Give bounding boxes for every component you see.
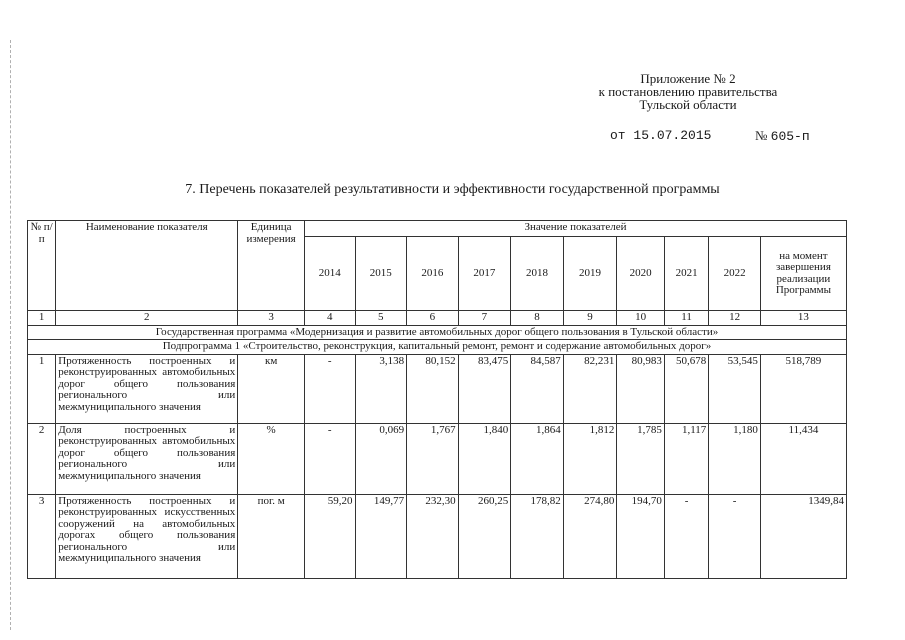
subprogram-row bbox=[28, 340, 847, 355]
header-year: 2021 bbox=[664, 237, 708, 311]
index-cell: 1 bbox=[28, 311, 56, 326]
header-unit: Единица измерения bbox=[238, 221, 305, 311]
indicators-table bbox=[27, 220, 847, 579]
row-value: - bbox=[709, 494, 761, 578]
row-value: 1,812 bbox=[563, 423, 617, 494]
row-value: 59,20 bbox=[304, 494, 355, 578]
program-title: Государственная программа «Модернизация и развитие автомобильных дорог общего пользования в Тульской области» bbox=[28, 325, 847, 340]
row-value: 194,70 bbox=[617, 494, 665, 578]
table-row bbox=[28, 494, 847, 578]
order-prefix: от bbox=[610, 128, 626, 143]
row-name: Протяженность построенных и реконструированных автомобильных дорог общего пользования регионального или межмуниципального значения bbox=[56, 354, 238, 423]
program-row bbox=[28, 325, 847, 340]
index-cell: 2 bbox=[56, 311, 238, 326]
order-number-prefix: № bbox=[755, 128, 768, 143]
header-year: 2018 bbox=[511, 237, 564, 311]
row-value: 1,864 bbox=[511, 423, 564, 494]
row-name: Доля построенных и реконструированных автомобильных дорог общего пользования регионального или межмуниципального значения bbox=[56, 423, 238, 494]
row-value: 1,785 bbox=[617, 423, 665, 494]
index-cell: 9 bbox=[563, 311, 617, 326]
row-value: 50,678 bbox=[664, 354, 708, 423]
header-year: 2019 bbox=[563, 237, 617, 311]
row-value: 80,983 bbox=[617, 354, 665, 423]
index-cell: 11 bbox=[664, 311, 708, 326]
header-year: 2017 bbox=[458, 237, 511, 311]
table-row bbox=[28, 354, 847, 423]
row-value: 84,587 bbox=[511, 354, 564, 423]
index-row bbox=[28, 311, 847, 326]
row-final: 518,789 bbox=[760, 354, 846, 423]
row-value: 1,767 bbox=[407, 423, 459, 494]
row-value: 3,138 bbox=[355, 354, 407, 423]
header-year: 2022 bbox=[709, 237, 761, 311]
appendix-title: Приложение № 2 bbox=[640, 71, 736, 86]
subprogram-title: Подпрограмма 1 «Строительство, реконструкция, капитальный ремонт, ремонт и содержание автомобильных дорог» bbox=[28, 340, 847, 355]
row-value: 149,77 bbox=[355, 494, 407, 578]
row-value: 1,180 bbox=[709, 423, 761, 494]
appendix-block bbox=[568, 72, 808, 111]
order-number-line bbox=[755, 128, 810, 144]
document-title: 7. Перечень показателей результативности и эффективности государственной программы bbox=[185, 182, 720, 197]
table-row bbox=[28, 423, 847, 494]
index-cell: 3 bbox=[238, 311, 305, 326]
order-date-line bbox=[610, 128, 711, 143]
header-final: на момент завершения реализации Программы bbox=[760, 237, 846, 311]
header-num: № п/п bbox=[28, 221, 56, 311]
row-value: 80,152 bbox=[407, 354, 459, 423]
row-value: 1,117 bbox=[664, 423, 708, 494]
header-name: Наименование показателя bbox=[56, 221, 238, 311]
row-value: 232,30 bbox=[407, 494, 459, 578]
row-value: 274,80 bbox=[563, 494, 617, 578]
row-value: 82,231 bbox=[563, 354, 617, 423]
header-row-1 bbox=[28, 221, 847, 237]
row-name: Протяженность построенных и реконструированных искусственных сооружений на автомобильных дорогах общего пользования регионального или межмуниципального значения bbox=[56, 494, 238, 578]
row-num: 1 bbox=[28, 354, 56, 423]
index-cell: 5 bbox=[355, 311, 407, 326]
row-final: 11,434 bbox=[760, 423, 846, 494]
index-cell: 7 bbox=[458, 311, 511, 326]
header-year: 2014 bbox=[304, 237, 355, 311]
row-num: 2 bbox=[28, 423, 56, 494]
row-unit: % bbox=[238, 423, 305, 494]
row-value: - bbox=[304, 423, 355, 494]
row-unit: пог. м bbox=[238, 494, 305, 578]
row-value: 260,25 bbox=[458, 494, 511, 578]
header-year: 2016 bbox=[407, 237, 459, 311]
row-value: - bbox=[664, 494, 708, 578]
header-year: 2020 bbox=[617, 237, 665, 311]
margin-dashed-line bbox=[10, 40, 11, 630]
header-values: Значение показателей bbox=[304, 221, 846, 237]
row-value: 83,475 bbox=[458, 354, 511, 423]
header-year: 2015 bbox=[355, 237, 407, 311]
row-final: 1349,84 bbox=[760, 494, 846, 578]
index-cell: 10 bbox=[617, 311, 665, 326]
index-cell: 12 bbox=[709, 311, 761, 326]
row-num: 3 bbox=[28, 494, 56, 578]
row-unit: км bbox=[238, 354, 305, 423]
row-value: - bbox=[304, 354, 355, 423]
row-value: 1,840 bbox=[458, 423, 511, 494]
row-value: 178,82 bbox=[511, 494, 564, 578]
index-cell: 13 bbox=[760, 311, 846, 326]
index-cell: 8 bbox=[511, 311, 564, 326]
order-number: 605-п bbox=[770, 129, 810, 144]
order-date: 15.07.2015 bbox=[633, 128, 712, 143]
row-value: 53,545 bbox=[709, 354, 761, 423]
index-cell: 4 bbox=[304, 311, 355, 326]
appendix-line3: Тульской области bbox=[639, 97, 737, 112]
row-value: 0,069 bbox=[355, 423, 407, 494]
index-cell: 6 bbox=[407, 311, 459, 326]
appendix-line2: к постановлению правительства bbox=[598, 84, 778, 99]
